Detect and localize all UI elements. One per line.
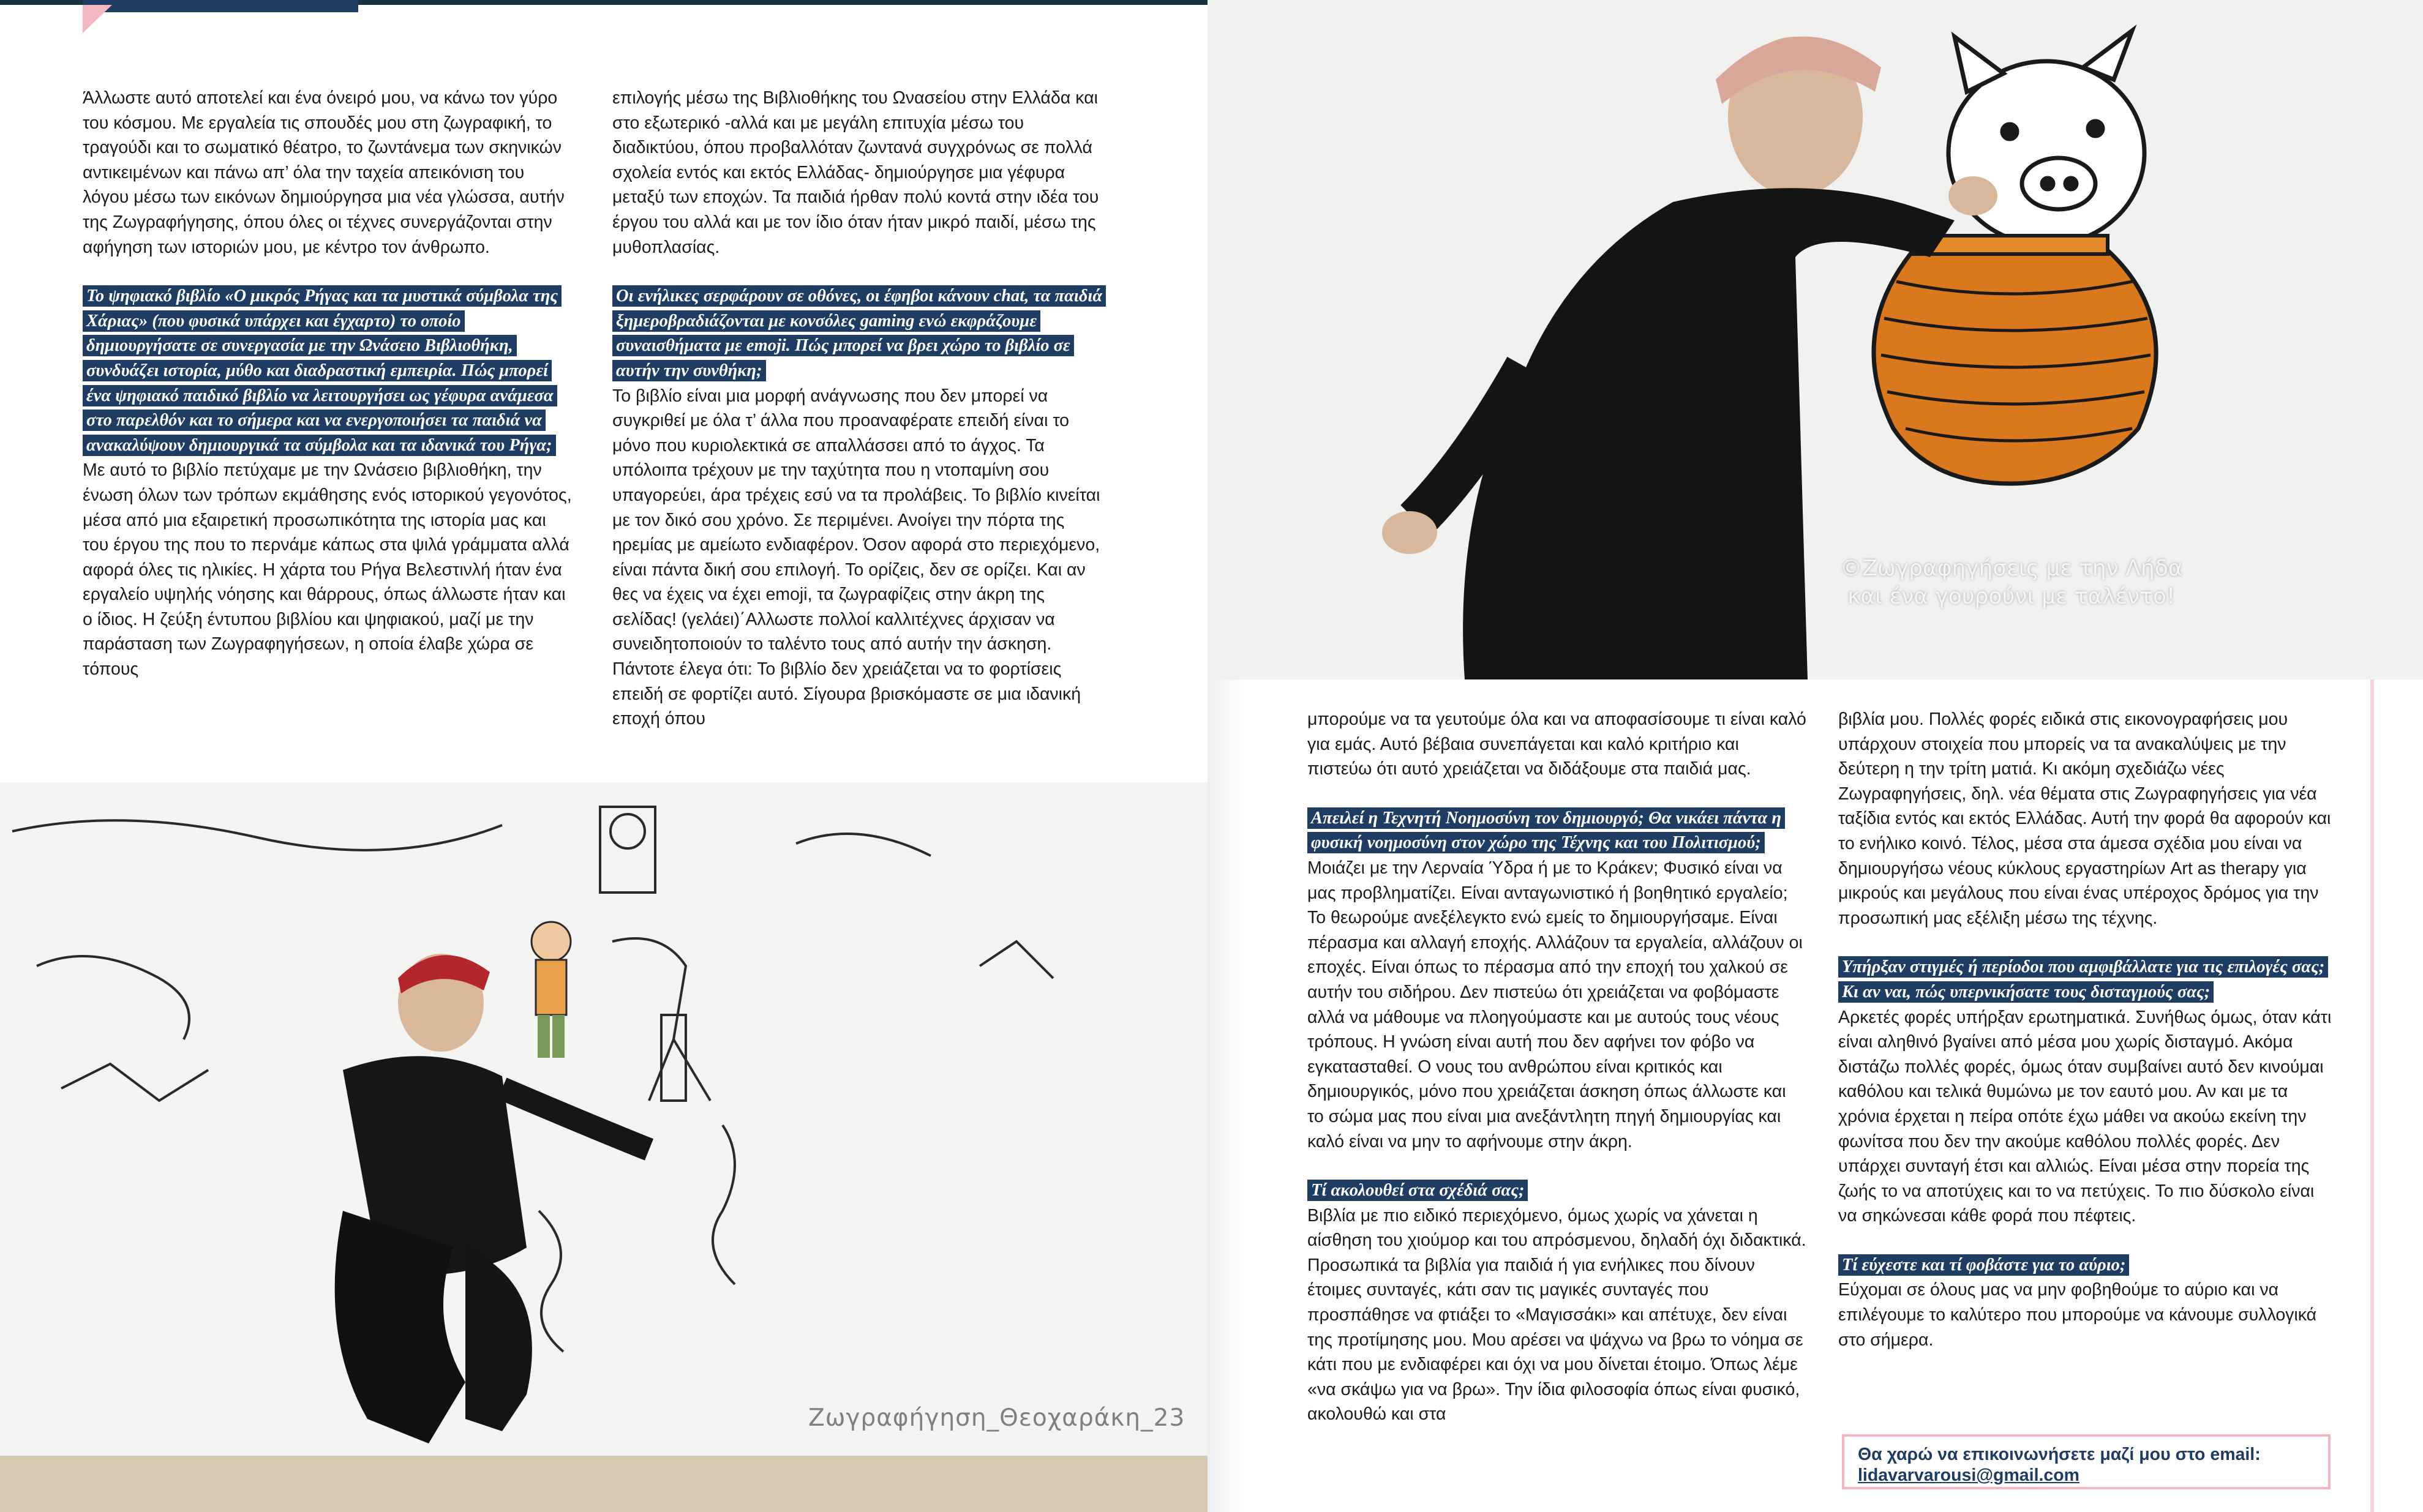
question-text: Οι ενήλικες σερφάρουν σε οθόνες, οι έφηβοι κάνουν chat, τα παιδιά ξημεροβραδιάζονται με κονσόλες gaming ενώ εκφράζουμε συναισθήματα με emoji. Πώς μπορεί να βρει χώρο το βιβλίο σε αυτήν την συνθήκη; xyxy=(612,285,1106,381)
paragraph: Μοιάζει με την Λερναία Ύδρα ή με το Κράκεν; Φυσικό είναι να μας προβληματίζει. Είναι ανταγωνιστικό ή βοηθητικό εργαλείο; Το θεωρούμε ανεξέλεγκτο ενώ εμείς το δημιουργήσαμε. Είναι πέρασμα και αλλαγή εποχής. Αλλάζουν τα εργαλεία, αλλάζουν οι εποχές. Είναι όπως το πέρασμα από την εποχή του χαλκού σε αυτήν του σιδήρου. Δεν πιστεύω ότι χρειάζεται να φοβόμαστε αλλά να μάθουμε να πλοηγούμαστε και με αυτούς τους νέους τρόπους. Η γνώση είναι αυτή που δεν αφήνει τον φόβο να εγκατασταθεί. Ο νους του ανθρώπου είναι κριτικός και δημιουργικός, μόνο που χρειάζεται άσκηση όπως άλλωστε και το σώμα μας που είναι μια ανεξάντλητη πηγή δημιουργίας και καλό είναι να μην το αφήνουμε στην άκρη. xyxy=(1307,858,1803,1151)
left-column-2 xyxy=(612,86,1108,732)
photo-caption xyxy=(1840,555,2182,611)
paragraph: Αρκετές φορές υπήρξαν ερωτηματικά. Συνήθως όμως, όταν κάτι είναι αληθινό βγαίνει από μέσα μου χωρίς δισταγμό. Ακόμα διστάζω πολλές φορές, όμως όταν συμβαίνει αυτό δεν κινούμαι καθόλου και τελικά θυμώνω με τον εαυτό μου. Αν και με τα χρόνια έρχεται η πείρα οπότε έχω μάθει να ακούω εκείνη την φωνίτσα που δεν την ακούμε καθόλου πολλές φορές. Δεν υπάρχει συνταγή έτσι και αλλιώς. Είναι μέσα στην πορεία της ζωής το να αποτύχεις και το να πετύχεις. Το πιο δύσκολο είναι να σηκώνεσαι κάθε φορά που πέφτεις. xyxy=(1838,1007,2332,1226)
question-text: Τί εύχεστε και τί φοβάστε για το αύριο; xyxy=(1838,1254,2129,1276)
right-column-1 xyxy=(1307,707,1806,1427)
interview-question xyxy=(612,284,1108,383)
top-accent-block xyxy=(83,0,358,12)
caption-line: και ένα γουρούνι με ταλέντο! xyxy=(1847,584,2176,609)
interview-question xyxy=(1838,955,2334,1005)
paragraph: Εύχομαι σε όλους μας να μην φοβηθούμε το αύριο και να επιλέγουμε το καλύτερο που μπορούμε να κάνουμε συλλογικά στο σήμερα. xyxy=(1838,1280,2317,1350)
caption-line: ©Ζωγραφηγήσεις με την Λήδα xyxy=(1840,556,2183,581)
interview-question xyxy=(1838,1253,2334,1278)
corner-triangle xyxy=(83,5,112,33)
question-text: Το ψηφιακό βιβλίο «Ο μικρός Ρήγας και τα μυστικά σύμβολα της Χάριας» (που φυσικά υπάρχει και έγχαρτο) το οποίο δημιουργήσατε σε συνεργασία με την Ωνάσειο Βιβλιοθήκη, συνδυάζει ιστορία, μύθο και διαδραστική εμπειρία. Πώς μπορεί ένα ψηφιακό παιδικό βιβλίο να λειτουργήσει ως γέφυρα ανάμεσα στο παρελθόν και το σήμερα και να ενεργοποιήσει τα παιδιά να ανακαλύψουν δημιουργικά τα σύμβολα και τα ιδανικά του Ρήγα; xyxy=(83,285,562,456)
paragraph: Άλλωστε αυτό αποτελεί και ένα όνειρό μου, να κάνω τον γύρο του κόσμου. Με εργαλεία τις σπουδές μου στη ζωγραφική, το τραγούδι και το σωματικό θέατρο, το ζωντάνεμα των σκηνικών αντικειμένων και πάνω απ’ όλα την ταχεία απεικόνιση του λόγου μέσω των εικόνων δημιούργησα μια νέα γλώσσα, αυτήν της Ζωγραφήγησης, όπου όλες οι τέχνες συνεργάζονται στην αφήγηση των ιστοριών μου, με κέντρο τον άνθρωπο. xyxy=(83,88,565,257)
paragraph: Με αυτό το βιβλίο πετύχαμε με την Ωνάσειο βιβλιοθήκη, την ένωση όλων των τρόπων εκμάθησης ενός ιστορικού γεγονότος, μέσα από μια εξαιρετική προσωπικότητα της ιστορία μας και του έργου της που το περνάμε κάπως στα ψιλά γράμματα αλλά αφορά όλες τις ηλικίες. Η χάρτα του Ρήγα Βελεστινλή ήταν ένα εργαλείο υψηλής νόησης και θάρρους, όπως άλλωστε ήταν και ο ίδιος. Η ζεύξη έντυπου βιβλίου και ψηφιακού, μαζί με την παράσταση των Ζωγραφηγήσεων, η οποία έλαβε χώρα σε τόπους xyxy=(83,460,572,679)
photo-caption: Ζωγραφήγηση_Θεοχαράκη_23 xyxy=(808,1404,1185,1432)
interview-question xyxy=(83,284,573,458)
pot-drawing xyxy=(1874,236,2156,484)
question-text: Τί ακολουθεί στα σχέδιά σας; xyxy=(1307,1180,1528,1201)
left-column-1 xyxy=(83,86,573,682)
question-text: Απειλεί η Τεχνητή Νοημοσύνη τον δημιουργό; Θα νικάει πάντα η φυσική νοημοσύνη στον χώρο της Τέχνης και του Πολιτισμού; xyxy=(1307,807,1785,854)
contact-box xyxy=(1842,1434,2331,1489)
contact-note: Θα χαρώ να επικοινωνήσετε μαζί μου στο email: xyxy=(1858,1445,2261,1464)
paragraph: Το βιβλίο είναι μια μορφή ανάγνωσης που δεν μπορεί να συγκριθεί με όλα τ’ άλλα που προαναφέρατε επειδή είναι το μόνο που κυριολεκτικά σε απαλλάσσει από το άγχος. Τα υπόλοιπα τρέχουν με την ταχύτητα που η ντοπαμίνη σου υπαγορεύει, άρα τρέχεις εσύ να τα προλάβεις. Το βιβλίο κινείται με τον δικό σου χρόνο. Σε περιμένει. Ανοίγει την πόρτα της ηρεμίας με αμείωτο ενδιαφέρον. Όσον αφορά στο περιεχόμενο, είναι πάντα δική σου επιλογή. Το ορίζεις, δεν σε ορίζει. Και αν θες να έχεις να έχει emoji, τα ζωγραφίζεις στην άκρη της σελίδας! (γελάει)΄Αλλωστε πολλοί καλλιτέχνες άρχισαν να συνειδητοποιούν το ταλέντο τους από αυτήν την άσκηση. Πάντοτε έλεγα ότι: Το βιβλίο δεν χρειάζεται να το φορτίσεις επειδή σε φορτίζει αυτό. Σίγουρα βρισκόμαστε σε μια ιδανική εποχή όπου xyxy=(612,386,1100,729)
interview-question xyxy=(1307,1178,1806,1203)
photo-pig-drawing xyxy=(1208,0,2423,679)
interview-question xyxy=(1307,806,1806,856)
photo-drawing-performance xyxy=(0,782,1208,1512)
right-column-2 xyxy=(1838,707,2334,1352)
paragraph: επιλογής μέσω της Βιβλιοθήκης του Ωνασείου στην Ελλάδα και στο εξωτερικό -αλλά και με μεγάλη επιτυχία μέσω του διαδικτύου, όπου προβαλλόταν ζωντανά συγχρόνως σε πολλά σχολεία εντός και εκτός Ελλάδας- δημιούργησε μια γέφυρα μεταξύ των εποχών. Τα παιδιά ήρθαν πολύ κοντά στην ιδέα του έργου του αλλά και με τον ίδιο όταν ήταν μικρό παιδί, μέσω της μυθοπλασίας. xyxy=(612,88,1099,257)
paragraph: Βιβλία με πιο ειδικό περιεχόμενο, όμως χωρίς να χάνεται η αίσθηση του χιούμορ και του απρόσμενου, δηλαδή όχι διδακτικά. Προσωπικά τα βιβλία για παιδιά ή για ενήλικες που δίνουν έτοιμες συνταγές, κάτι σαν τις μαγικές συνταγές που προσπάθησε να φτιάξει το «Μαγισσάκι» και απέτυχε, δεν είναι της προτίμησης μου. Μου αρέσει να ψάχνω να βρω το νόημα σε κάτι που με ενδιαφέρει και όχι να μου δίνεται έτοιμο. Όπως λέμε «να σκάψω για να βρω». Την ίδια φιλοσοφία όπως είναι φυσικό, ακολουθώ και στα xyxy=(1307,1205,1806,1424)
paragraph: μπορούμε να τα γευτούμε όλα και να αποφασίσουμε τι είναι καλό για εμάς. Αυτό βέβαια συνεπάγεται και καλό κριτήριο και πιστεύω ότι αυτό χρειάζεται να διδάξουμε στα παιδιά μας. xyxy=(1307,709,1806,779)
email-link[interactable]: lidavarvarousi@gmail.com xyxy=(1858,1465,2080,1485)
paragraph: βιβλία μου. Πολλές φορές ειδικά στις εικονογραφήσεις μου υπάρχουν στοιχεία που μπορείς να τα ανακαλύψεις με την δεύτερη η την τρίτη ματιά. Κι ακόμη σχεδιάζω νέες Ζωγραφηγήσεις, δηλ. νέα θέματα στις Ζωγραφηγήσεις για νέα ταξίδια εντός και εκτός Ελλάδας. Αυτή την φορά θα αφορούν και το ενήλικο κοινό. Τέλος, μέσα στα άμεσα σχέδια μου είναι να δημιουργήσω νέους κύκλους εργαστηρίων Art as therapy για μικρούς και μεγάλους που είναι ένας υπέροχος δρόμος για την προσωπική μας εξέλιξη μέσω της τέχνης. xyxy=(1838,709,2331,928)
question-text: Υπήρξαν στιγμές ή περίοδοι που αμφιβάλλατε για τις επιλογές σας; Κι αν ναι, πώς υπερνικήσατε τους δισταγμούς σας; xyxy=(1838,956,2328,1003)
